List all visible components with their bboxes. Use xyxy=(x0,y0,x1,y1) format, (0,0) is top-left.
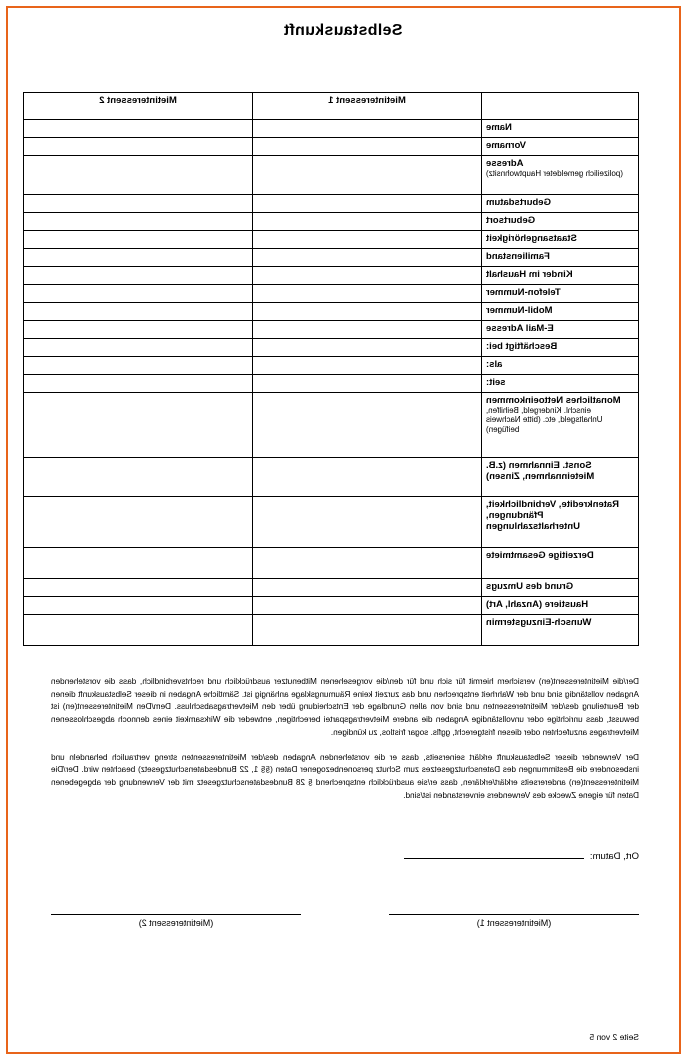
signature-line-tenant-1[interactable] xyxy=(389,914,639,915)
table-row xyxy=(24,138,639,156)
row-label: Sonst. Einnahmen (z.B. Mieteinnahmen, Zinsen) xyxy=(482,458,639,497)
cell-tenant-2[interactable] xyxy=(24,458,253,497)
row-label: Geburtsort xyxy=(482,213,639,231)
cell-tenant-1[interactable] xyxy=(253,615,482,646)
table-row xyxy=(24,267,639,285)
table-row xyxy=(24,375,639,393)
cell-tenant-1[interactable] xyxy=(253,339,482,357)
place-date-line[interactable] xyxy=(404,848,584,859)
table-row xyxy=(24,321,639,339)
row-label: als: xyxy=(482,357,639,375)
cell-tenant-2[interactable] xyxy=(24,156,253,195)
row-label: seit: xyxy=(482,375,639,393)
cell-tenant-2[interactable] xyxy=(24,285,253,303)
cell-tenant-1[interactable] xyxy=(253,231,482,249)
cell-tenant-2[interactable] xyxy=(24,303,253,321)
cell-tenant-2[interactable] xyxy=(24,579,253,597)
table-row xyxy=(24,579,639,597)
cell-tenant-1[interactable] xyxy=(253,458,482,497)
cell-tenant-1[interactable] xyxy=(253,579,482,597)
cell-tenant-1[interactable] xyxy=(253,213,482,231)
cell-tenant-1[interactable] xyxy=(253,195,482,213)
row-label-note: (polizeilich gemeldeter Hauptwohnsitz) xyxy=(486,169,623,179)
row-label: Adresse (polizeilich gemeldeter Hauptwohnsitz) xyxy=(482,156,639,195)
cell-tenant-1[interactable] xyxy=(253,267,482,285)
cell-tenant-1[interactable] xyxy=(253,357,482,375)
cell-tenant-2[interactable] xyxy=(24,231,253,249)
table-row xyxy=(24,156,639,195)
signature-line-tenant-2[interactable] xyxy=(51,914,301,915)
cell-tenant-2[interactable] xyxy=(24,393,253,458)
cell-tenant-2[interactable] xyxy=(24,497,253,548)
row-label: Kinder im Haushalt xyxy=(482,267,639,285)
cell-tenant-1[interactable] xyxy=(253,393,482,458)
cell-tenant-1[interactable] xyxy=(253,497,482,548)
cell-tenant-2[interactable] xyxy=(24,375,253,393)
place-date-field[interactable] xyxy=(51,848,639,862)
cell-tenant-1[interactable] xyxy=(253,249,482,267)
cell-tenant-2[interactable] xyxy=(24,339,253,357)
table-row xyxy=(24,458,639,497)
table-row xyxy=(24,339,639,357)
row-label: Staatsangehörigkeit xyxy=(482,231,639,249)
row-label: Haustiere (Anzahl, Art) xyxy=(482,597,639,615)
cell-tenant-2[interactable] xyxy=(24,548,253,579)
cell-tenant-1[interactable] xyxy=(253,597,482,615)
cell-tenant-1[interactable] xyxy=(253,156,482,195)
cell-tenant-2[interactable] xyxy=(24,120,253,138)
cell-tenant-1[interactable] xyxy=(253,138,482,156)
table-header-tenant-1: Mietinteressent 1 xyxy=(253,93,482,120)
cell-tenant-2[interactable] xyxy=(24,267,253,285)
table-row xyxy=(24,303,639,321)
table-row xyxy=(24,195,639,213)
table-row xyxy=(24,249,639,267)
cell-tenant-1[interactable] xyxy=(253,375,482,393)
signature-caption-tenant-1: (Mietinteressent 1) xyxy=(476,918,552,929)
row-label: Familienstand xyxy=(482,249,639,267)
cell-tenant-1[interactable] xyxy=(253,548,482,579)
legal-paragraph-2: Der Verwender dieser Selbstauskunft erklärt seinerseits, dass er die vorstehenden Angaben des/der Mietinteressenten streng vertraulich behandeln und insbesondere die Bestimmungen des Datenschutzgesetzes zum Schutz personenbezogener Daten (§§ 1, 22 Bundesdatenschutzgesetz) beachten wird. Der/Die Mietinteressent(en) andererseits erklärt/erklären, dass er/sie ausdrücklich entsprechend § 28 Bundesdatenschutzgesetz mit der Verwendung der abgegebenen Daten für eigene Zwecke des Verwenders einverstanden ist/sind. xyxy=(51,752,639,800)
cell-tenant-1[interactable] xyxy=(253,285,482,303)
row-label-note: einschl. Kindergeld, Beihilfen, Unhaltsgeld, etc. (bitte Nachweis beifügen) xyxy=(486,406,603,434)
cell-tenant-2[interactable] xyxy=(24,597,253,615)
table-row xyxy=(24,548,639,579)
cell-tenant-2[interactable] xyxy=(24,195,253,213)
table-row xyxy=(24,597,639,615)
row-label: Wunsch-Einzugstermin xyxy=(482,615,639,646)
row-label: Grund des Umzugs xyxy=(482,579,639,597)
table-row xyxy=(24,231,639,249)
table-row xyxy=(24,285,639,303)
cell-tenant-1[interactable] xyxy=(253,120,482,138)
row-label: E-Mail Adresse xyxy=(482,321,639,339)
cell-tenant-2[interactable] xyxy=(24,357,253,375)
row-label: Ratenkredite, Verbindlichkeit, Pfändungen, Unterhaltszahlungen xyxy=(482,497,639,548)
cell-tenant-2[interactable] xyxy=(24,138,253,156)
place-date-label: Ort, Datum: xyxy=(589,851,639,863)
row-label: Mobil-Nummer xyxy=(482,303,639,321)
signature-row xyxy=(51,914,639,928)
cell-tenant-2[interactable] xyxy=(24,213,253,231)
signature-block-tenant-1[interactable] xyxy=(389,914,639,928)
cell-tenant-2[interactable] xyxy=(24,321,253,339)
cell-tenant-2[interactable] xyxy=(24,615,253,646)
page-footer: Seite 2 von 5 xyxy=(589,1032,639,1042)
row-label: Telefon-Nummer xyxy=(482,285,639,303)
table-row xyxy=(24,213,639,231)
row-label: Monatliches Nettoeinkommen einschl. Kindergeld, Beihilfen, Unhaltsgeld, etc. (bitte Nachweis beifügen) xyxy=(482,393,639,458)
row-label: Vorname xyxy=(482,138,639,156)
table-row xyxy=(24,615,639,646)
table-header-blank xyxy=(482,93,639,120)
cell-tenant-2[interactable] xyxy=(24,249,253,267)
row-label: Name xyxy=(482,120,639,138)
table-row xyxy=(24,120,639,138)
self-disclosure-table xyxy=(23,92,639,646)
row-label: Geburtsdatum xyxy=(482,195,639,213)
signature-block-tenant-2[interactable] xyxy=(51,914,301,928)
table-row xyxy=(24,393,639,458)
row-label: Beschäftigt bei: xyxy=(482,339,639,357)
legal-paragraph-1: Der/die Mietinteressent(en) versichern hiermit für sich und für den/die vorgesehenen Mitbenutzer ausdrücklich und rechtsverbindlich, dass die vorstehenden Angaben vollständig sind und der Wahrheit entsprechen und das zurzeit keine Räumungsklage anhängig ist. Sämtliche Angaben in dieser Selbstauskunft dienen der Beurteilung des/der Mietinteressenten und sind von allen Grundlage der Entscheidung über den Mietvertragsabschluss. Dem/Den Mietinteressent(en) ist bewusst, dass unrichtige oder unvollständige Angaben die andere Mietvertragspartei berechtigen, entweder die Wirksamkeit eines dennoch abgeschlossenen Mietvertrages anzufechten oder diesen fristgerecht, ggfls. sogar fristlos, zu kündigen. xyxy=(51,677,639,737)
table-row xyxy=(24,497,639,548)
row-label: Derzeitige Gesamtmiete xyxy=(482,548,639,579)
cell-tenant-1[interactable] xyxy=(253,303,482,321)
legal-text xyxy=(51,676,639,802)
document-content xyxy=(47,10,639,928)
table-row xyxy=(24,357,639,375)
signature-caption-tenant-2: (Mietinteressent 2) xyxy=(138,918,214,929)
table-header-row xyxy=(24,93,639,120)
cell-tenant-1[interactable] xyxy=(253,321,482,339)
page-title: Selbstauskunft xyxy=(283,22,403,39)
table-header-tenant-2: Mietinteressent 2 xyxy=(24,93,253,120)
